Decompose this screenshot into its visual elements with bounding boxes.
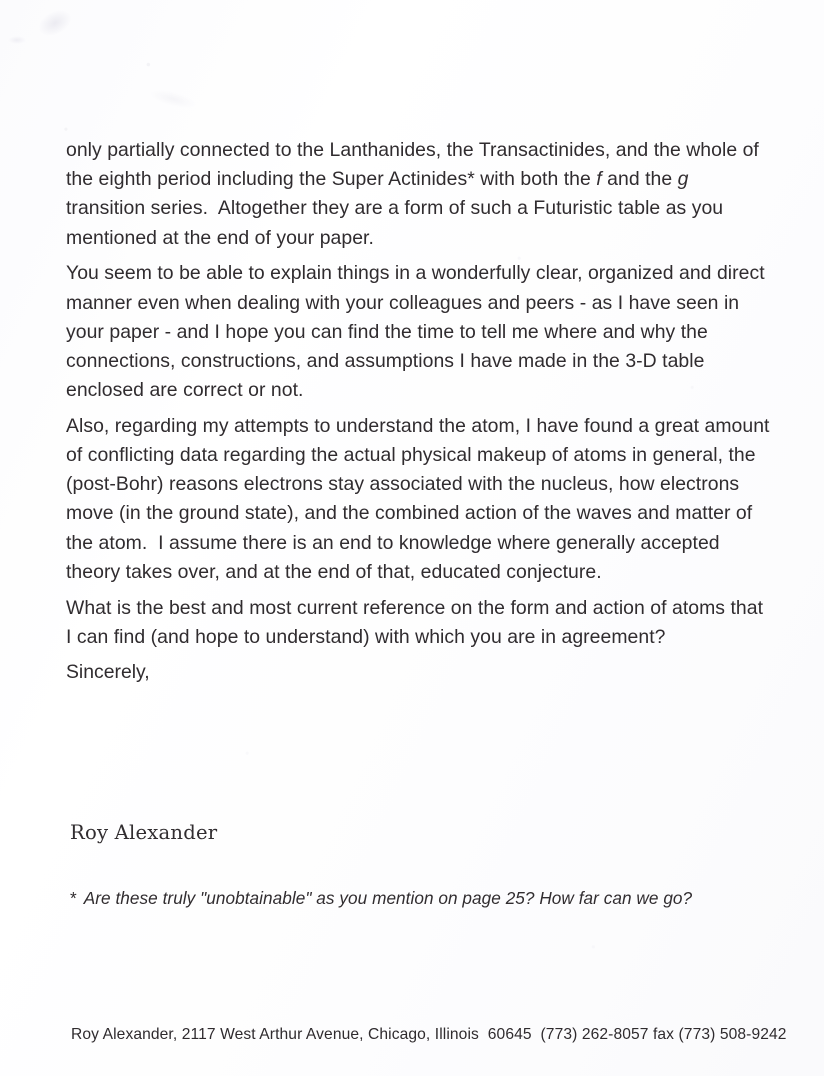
closing-line: Sincerely, [66, 661, 150, 684]
footnote-marker: * [70, 888, 77, 908]
scan-artifact-mark [8, 36, 26, 44]
paragraph-2: You seem to be able to explain things in a wonderfully clear, organized and direct manner even when dealing with your colleagues and peers - as I have seen in your paper - and I hope you can find the time to tell me where and why the connections, constructions, and assumptions I have made in the 3-D table enclosed are correct or not. [66, 262, 771, 402]
paragraph-4: What is the best and most current reference on the form and action of atoms that I can find (and hope to understand) with which you are in agreement? [66, 596, 769, 648]
footnote [70, 886, 770, 910]
paragraph-3: Also, regarding my attempts to understand the atom, I have found a great amount of conflicting data regarding the actual physical makeup of atoms in general, the (post-Bohr) reasons electrons stay associated with the nucleus, how electrons move (in the ground state), and the combined action of the waves and matter of the atom. I assume there is an end to knowledge where generally accepted theory takes over, and at the end of that, educated conjecture. [66, 414, 775, 583]
letter-body [66, 136, 775, 688]
italic-run: g [677, 168, 689, 191]
footnote-text: Are these truly "unobtainable" as you mention on page 25? How far can we go? [83, 888, 693, 908]
scan-artifact-mark [35, 5, 75, 40]
italic-run: f [596, 168, 602, 191]
footer-address: Roy Alexander, 2117 West Arthur Avenue, Chicago, Illinois 60645 (773) 262-8057 fax (773) 508-9242 [71, 1026, 787, 1043]
signature-name: Roy Alexander [70, 821, 218, 844]
paragraph-1: only partially connected to the Lanthanides, the Transactinides, and the whole of the eighth period including the Super Actinides* with both the f and the g transition series. Altogether they are a form of such a Futuristic table as you mentioned at the end of your paper. [66, 139, 765, 249]
scan-artifact-mark [149, 87, 197, 112]
